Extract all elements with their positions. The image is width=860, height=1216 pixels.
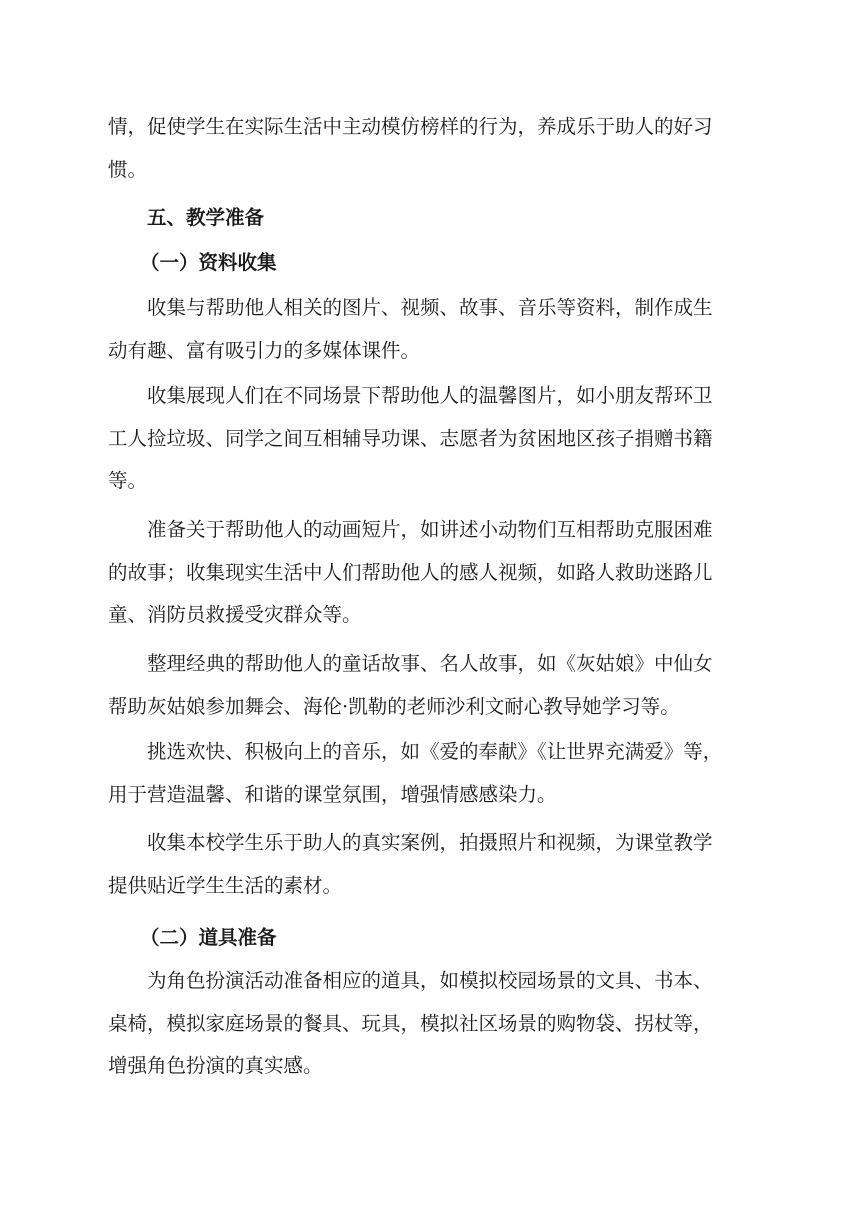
text-line: 挑选欢快、积极向上的音乐，如《爱的奉献》《让世界充满爱》等， [147,740,723,763]
text-line: 情，促使学生在实际生活中主动模仿榜样的行为，养成乐于助人的好习 [108,115,713,138]
paragraph [108,830,736,899]
subsection-heading: （二）道具准备 [140,926,277,949]
text-line: 收集展现人们在不同场景下帮助他人的温馨图片，如小朋友帮环卫 [147,384,713,407]
text-line: 增强角色扮演的真实感。 [108,1054,323,1077]
paragraph [108,968,736,1079]
text-line: 提供贴近学生生活的素材。 [108,873,343,897]
text-line: 惯。 [108,157,148,181]
text-line: 收集本校学生乐于助人的真实案例，拍摄照片和视频，为课堂教学 [147,831,713,854]
subsection-heading: （一）资料收集 [140,251,277,274]
paragraph [108,383,736,494]
text-line: 动有趣、富有吸引力的多媒体课件。 [108,338,421,362]
section-heading: 五、教学准备 [147,206,265,229]
text-line: 的故事；收集现实生活中人们帮助他人的感人视频，如路人救助迷路儿 [108,560,713,584]
paragraph-continuation [108,114,736,183]
paragraph [108,517,736,628]
text-line: 准备关于帮助他人的动画短片，如讲述小动物们互相帮助克服困难 [147,518,713,541]
paragraph [108,295,736,364]
text-line: 用于营造温馨、和谐的课堂氛围，增强情感感染力。 [108,782,557,806]
text-line: 桌椅，模拟家庭场景的餐具、玩具，模拟社区场景的购物袋、拐杖等， [108,1011,713,1035]
paragraph [108,739,736,808]
text-line: 收集与帮助他人相关的图片、视频、故事、音乐等资料，制作成生 [147,296,713,319]
text-line: 整理经典的帮助他人的童话故事、名人故事，如《灰姑娘》中仙女 [147,652,713,675]
text-line: 帮助灰姑娘参加舞会、海伦·凯勒的老师沙利文耐心教导她学习等。 [108,694,680,718]
text-line: 等。 [108,469,148,492]
text-line: 童、消防员救援受灾群众等。 [108,603,362,626]
paragraph [108,651,736,720]
text-line: 工人捡垃圾、同学之间互相辅导功课、志愿者为贫困地区孩子捐赠书籍 [108,426,713,450]
text-line: 为角色扮演活动准备相应的道具，如模拟校园场景的文具、书本、 [147,969,713,992]
